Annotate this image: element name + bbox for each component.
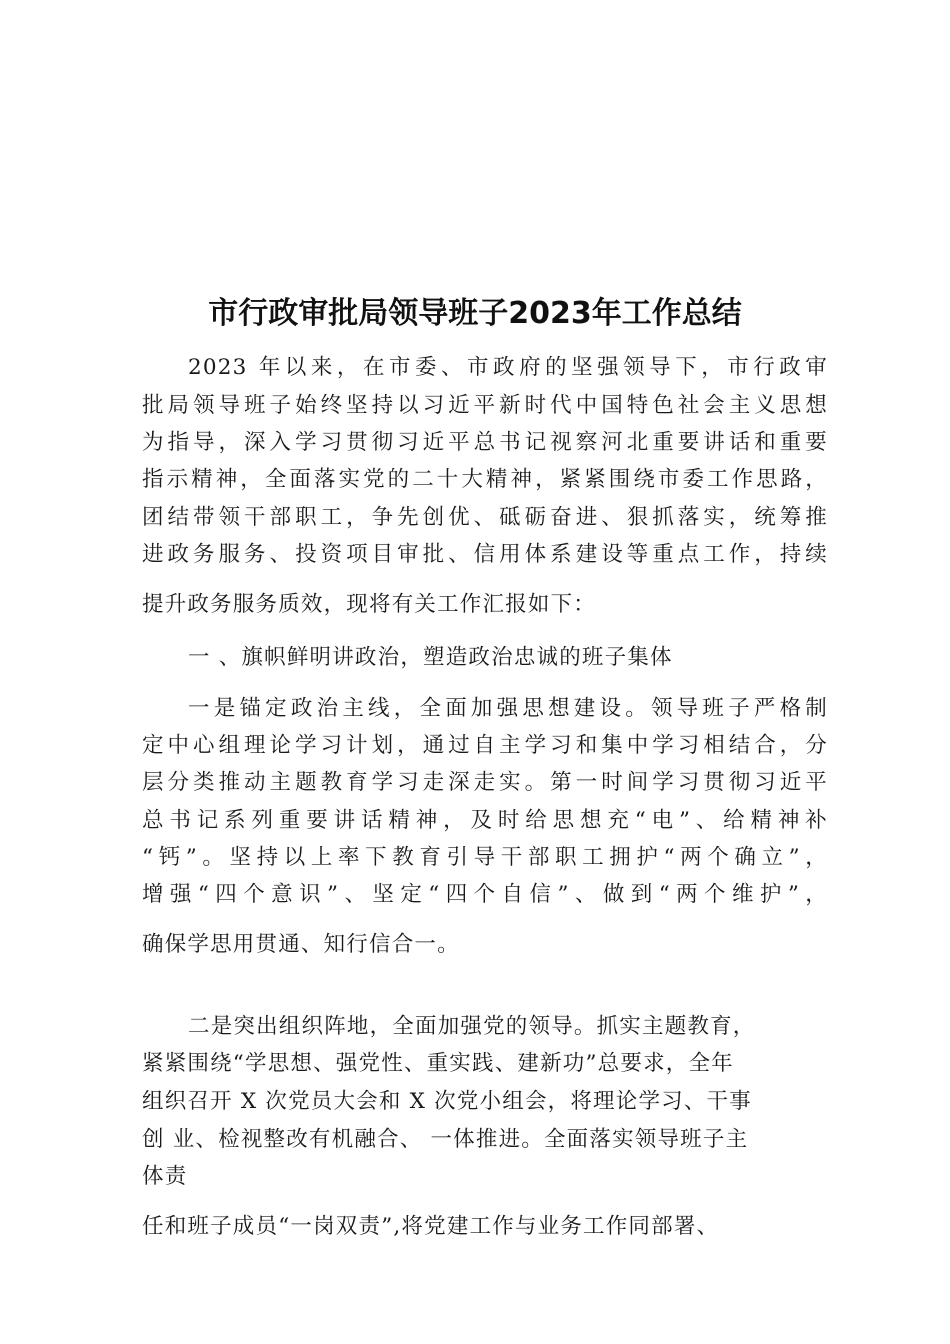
intro-line: 批局领导班子始终坚持以习近平新时代中国特色社会主义思想 <box>142 393 828 418</box>
intro-line: 进政务服务、投资项目审批、信用体系建设等重点工作，持续 <box>142 542 828 567</box>
paragraph-line: “钙”。坚持以上率下教育引导干部职工拥护“两个确立”， <box>142 845 828 870</box>
intro-line: 团结带领干部职工，争先创优、砥砺奋进、狠抓落实，统筹推 <box>142 505 828 530</box>
paragraph-line: 体责 <box>142 1164 188 1189</box>
intro-line: 指示精神，全面落实党的二十大精神，紧紧围绕市委工作思路， <box>142 467 828 492</box>
intro-line: 2023 年以来，在市委、市政府的坚强领导下，市行政审 <box>188 355 828 380</box>
paragraph-line: 增强“四个意识”、坚定“四个自信”、做到“两个维护”， <box>142 882 828 907</box>
paragraph-line: 二是突出组织阵地，全面加强党的领导。抓实主题教育， <box>188 1014 756 1039</box>
intro-line: 为指导，深入学习贯彻习近平总书记视察河北重要讲话和重要 <box>142 430 828 455</box>
intro-line: 提升政务服务质效，现将有关工作汇报如下： <box>142 592 597 617</box>
section-heading: 一 、旗帜鲜明讲政治，塑造政治忠诚的班子集体 <box>188 645 673 670</box>
document-title: 市行政审批局领导班子2023年工作总结 <box>208 296 742 331</box>
paragraph-line: 组织召开 X 次党员大会和 X 次党小组会，将理论学习、干事 <box>142 1089 752 1114</box>
paragraph-line: 总书记系列重要讲话精神，及时给思想充“电”、给精神补 <box>142 808 828 833</box>
paragraph-line: 一是锚定政治主线，全面加强思想建设。领导班子严格制 <box>188 696 828 721</box>
paragraph-line: 创 业、检视整改有机融合、 一体推进。全面落实领导班子主 <box>142 1127 749 1152</box>
paragraph-line: 任和班子成员“一岗双责”,将党建工作与业务工作同部署、 <box>142 1214 720 1239</box>
paragraph-line: 定中心组理论学习计划，通过自主学习和集中学习相结合，分 <box>142 733 828 758</box>
paragraph-line: 确保学思用贯通、知行信合一。 <box>142 932 460 957</box>
paragraph-line: 层分类推动主题教育学习走深走实。第一时间学习贯彻习近平 <box>142 770 828 795</box>
paragraph-line: 紧紧围绕“学思想、强党性、重实践、建新功”总要求，全年 <box>142 1051 734 1076</box>
